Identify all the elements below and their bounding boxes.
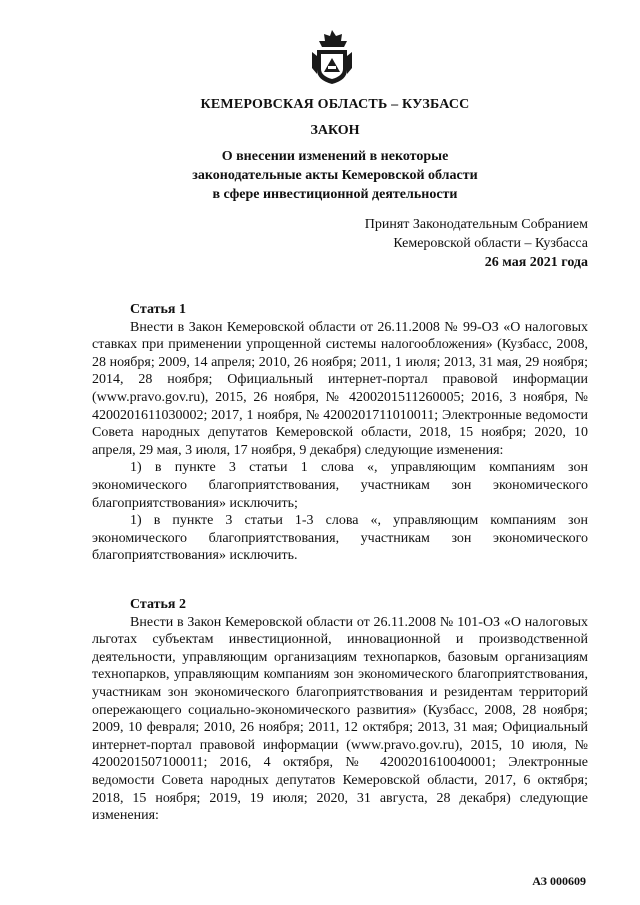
document-type: ЗАКОН — [310, 123, 360, 138]
region-name: КЕМЕРОВСКАЯ ОБЛАСТЬ – КУЗБАСС — [200, 97, 470, 112]
document-code: АЗ 000609 — [532, 874, 586, 888]
law-title-line: О внесении изменений в некоторые — [221, 149, 449, 164]
article-item: 1) в пункте 3 статьи 1 слова «, управляющим компаниям зон экономического благоприятствования, участникам зон экономического благоприятствования» исключить; — [92, 460, 588, 511]
article-item: 1) в пункте 3 статьи 1-3 слова «, управляющим компаниям зон экономического благоприятствования, участникам зон экономического благоприятствования» исключить. — [92, 513, 588, 564]
article-2 — [92, 596, 588, 825]
adoption-line: Кемеровской области – Кузбасса — [393, 236, 588, 251]
article-heading: Статья 2 — [130, 597, 186, 612]
adoption-date: 26 мая 2021 года — [484, 255, 588, 270]
law-title-line: в сфере инвестиционной деятельности — [212, 187, 458, 202]
article-paragraph: Внести в Закон Кемеровской области от 26.11.2008 № 101-ОЗ «О налоговых льготах субъектам инвестиционной, инновационной и производственной деятельности, управляющим организациям технопарков, базовым организациям технопарков, управляющим компаниям зон экономического благоприятствования, участникам зон экономического благоприятствования и резидентам территорий опережающего социально-экономического развития» (Кузбасс, 2008, 28 ноября; 2009, 10 февраля; 2010, 26 ноября; 2011, 12 октября; 2013, 31 мая; Официальный интернет-портал правовой информации (www.pravo.gov.ru), 2015, 10 июля, № 4200201507100011; 2016, 4 октября, № 4200201610040001; Электронные ведомости Совета народных депутатов Кемеровской области, 2017, 6 октября; 2018, 15 ноября; 2019, 19 июля; 2020, 31 августа, 28 декабря) следующие изменения: — [92, 614, 588, 824]
law-title-line: законодательные акты Кемеровской области — [192, 168, 478, 183]
coat-of-arms-icon — [309, 28, 355, 86]
article-paragraph: Внести в Закон Кемеровской области от 26.11.2008 № 99-ОЗ «О налоговых ставках при применении упрощенной системы налогообложения» (Кузбасс, 2008, 28 ноября; 2009, 14 апреля; 2010, 26 ноября; 2011, 1 июля; 2013, 31 мая, 29 ноября; 2014, 28 ноября; Официальный интернет-портал правовой информации (www.pravo.gov.ru), 2015, 26 ноября, № 4200201511260005; 2016, 3 ноября, № 4200201611030002; 2017, 1 ноября, № 4200201711010011; Электронные ведомости Совета народных депутатов Кемеровской области, 2018, 15 ноября; 2020, 10 апреля, 29 мая, 3 июля, 17 ноября, 9 декабря) следующие изменения: — [92, 319, 588, 458]
article-heading: Статья 1 — [130, 302, 186, 317]
adoption-line: Принят Законодательным Собранием — [364, 217, 588, 232]
law-title — [90, 147, 580, 204]
adoption-block — [268, 215, 588, 272]
article-1 — [92, 301, 588, 565]
